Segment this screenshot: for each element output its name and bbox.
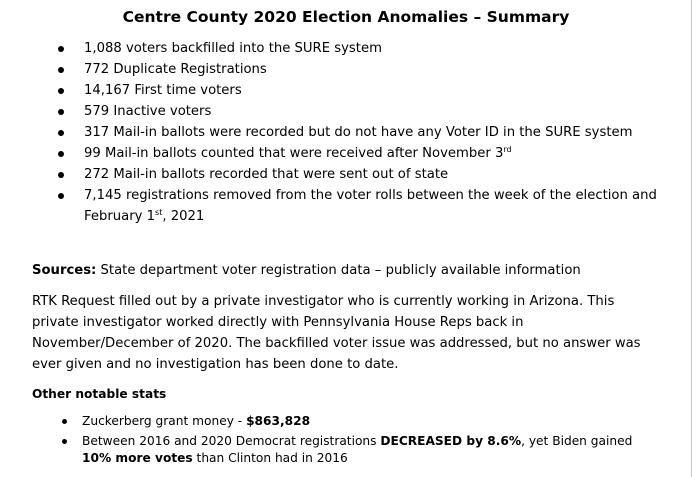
registrations-text: , yet Biden gained bbox=[521, 434, 633, 448]
bullet-icon bbox=[58, 193, 64, 199]
list-item bbox=[62, 433, 662, 467]
other-stats-heading: Other notable stats bbox=[32, 387, 167, 401]
list-item bbox=[58, 38, 668, 59]
list-item bbox=[58, 143, 668, 164]
list-item-text: 1,088 voters backfilled into the SURE system bbox=[84, 41, 382, 56]
list-item-text-tail: , 2021 bbox=[162, 209, 205, 224]
list-item-text: 579 Inactive voters bbox=[84, 104, 212, 119]
rtk-paragraph: RTK Request filled out by a private investigator who is currently working in Arizona. This private investigator worked directly with Pennsylvania House Reps back in November/December of 2020. The backfilled voter issue was addressed, but no answer was ever given and no investigation has been done to date. bbox=[32, 294, 641, 372]
registrations-decrease: DECREASED by 8.6% bbox=[380, 434, 522, 448]
sources-label: Sources: bbox=[32, 263, 97, 278]
list-item bbox=[58, 185, 668, 227]
list-item bbox=[58, 80, 668, 101]
list-item-text: 317 Mail-in ballots were recorded but do not have any Voter ID in the SURE system bbox=[84, 125, 633, 140]
sources-line bbox=[32, 262, 581, 280]
bullet-icon bbox=[58, 88, 64, 94]
votes-increase: 10% more votes bbox=[82, 451, 193, 465]
list-item-text: 272 Mail-in ballots recorded that were sent out of state bbox=[84, 167, 449, 182]
list-item-text: 14,167 First time voters bbox=[84, 83, 242, 98]
registrations-text: than Clinton had in 2016 bbox=[192, 451, 348, 465]
sources-text: State department voter registration data – publicly available information bbox=[96, 263, 581, 278]
bullet-icon bbox=[58, 130, 64, 136]
ordinal-suffix: st bbox=[155, 208, 163, 217]
bullet-icon bbox=[62, 439, 67, 444]
page-title: Centre County 2020 Election Anomalies – Summary bbox=[122, 8, 570, 26]
list-item bbox=[58, 122, 668, 143]
list-item bbox=[58, 164, 668, 185]
list-item-text: 772 Duplicate Registrations bbox=[84, 62, 267, 77]
bullet-icon bbox=[62, 419, 67, 424]
ordinal-suffix: rd bbox=[503, 145, 512, 154]
bullet-icon bbox=[58, 67, 64, 73]
bullet-icon bbox=[58, 109, 64, 115]
bullet-icon bbox=[58, 172, 64, 178]
list-item bbox=[62, 413, 662, 430]
anomalies-list bbox=[58, 38, 668, 227]
grant-amount: $863,828 bbox=[246, 414, 311, 428]
bullet-icon bbox=[58, 151, 64, 157]
list-item-text: 99 Mail-in ballots counted that were received after November 3 bbox=[84, 146, 504, 161]
list-item bbox=[58, 59, 668, 80]
list-item-text: 7,145 registrations removed from the voter rolls between the week of the election and February 1 bbox=[84, 188, 657, 224]
grant-label: Zuckerberg grant money - bbox=[82, 414, 247, 428]
bullet-icon bbox=[58, 46, 64, 52]
other-stats-list bbox=[62, 413, 662, 467]
list-item bbox=[58, 101, 668, 122]
registrations-text: Between 2016 and 2020 Democrat registrations bbox=[82, 434, 381, 448]
